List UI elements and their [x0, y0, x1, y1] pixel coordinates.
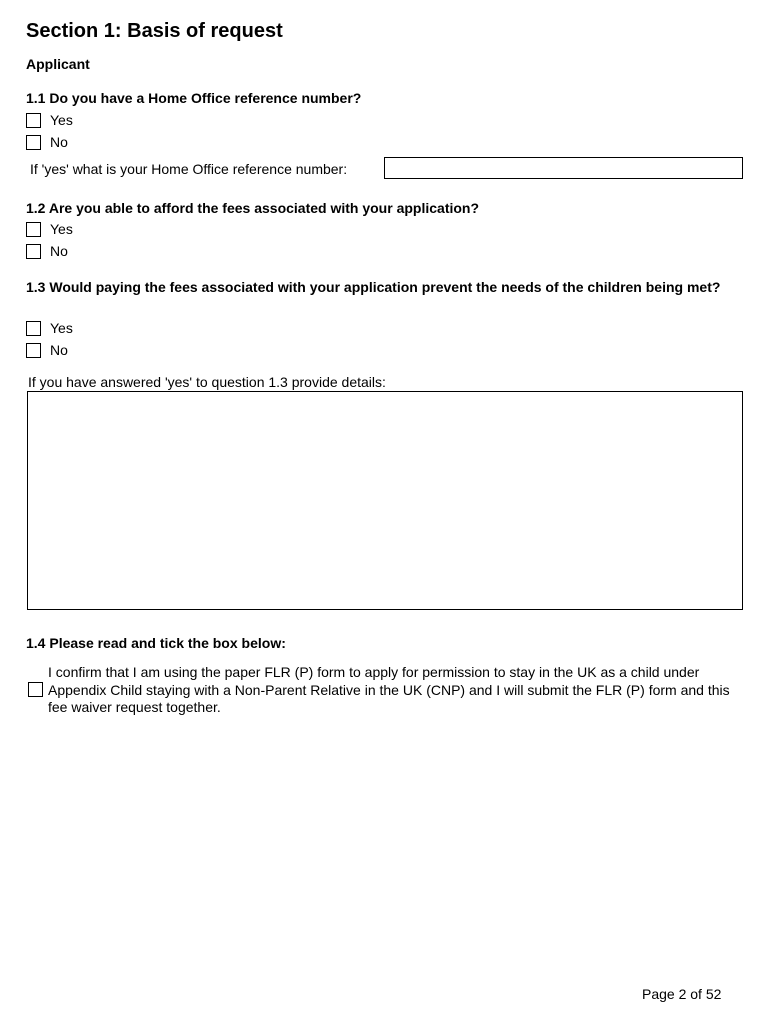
reference-number-input[interactable]: [384, 157, 743, 179]
confirm-checkbox[interactable]: [28, 682, 43, 697]
q3-option-no[interactable]: [26, 342, 68, 358]
q1-no-checkbox[interactable]: [26, 135, 41, 150]
section-title: Section 1: Basis of request: [26, 20, 283, 42]
question-1-3: 1.3 Would paying the fees associated with your application prevent the needs of the children being met?: [26, 279, 721, 295]
q2-option-yes[interactable]: [26, 221, 73, 237]
q1-yes-checkbox[interactable]: [26, 113, 41, 128]
q2-no-checkbox[interactable]: [26, 244, 41, 259]
applicant-subheading: Applicant: [26, 56, 90, 72]
q3-yes-label: Yes: [50, 320, 73, 336]
details-label: If you have answered 'yes' to question 1.3 provide details:: [28, 374, 386, 390]
q2-option-no[interactable]: [26, 243, 68, 259]
page-number: Page 2 of 52: [642, 986, 722, 1002]
reference-number-label: If 'yes' what is your Home Office reference number:: [30, 161, 348, 177]
q1-option-yes[interactable]: [26, 112, 73, 128]
q3-no-label: No: [50, 342, 68, 358]
question-1-2: 1.2 Are you able to afford the fees associated with your application?: [26, 200, 480, 216]
q1-no-label: No: [50, 134, 68, 150]
question-1-1: 1.1 Do you have a Home Office reference number?: [26, 90, 362, 106]
q3-no-checkbox[interactable]: [26, 343, 41, 358]
details-textarea[interactable]: [27, 391, 743, 610]
q2-yes-checkbox[interactable]: [26, 222, 41, 237]
q1-yes-label: Yes: [50, 112, 73, 128]
confirm-statement: I confirm that I am using the paper FLR (P) form to apply for permission to stay in the UK as a child under Appendix Child staying with a Non-Parent Relative in the UK (CNP) and I will submit the FLR (P) form and this fee waiver request together.: [48, 664, 730, 715]
question-1-4: 1.4 Please read and tick the box below:: [26, 635, 286, 651]
q3-option-yes[interactable]: [26, 320, 73, 336]
q2-yes-label: Yes: [50, 221, 73, 237]
q1-option-no[interactable]: [26, 134, 68, 150]
q3-yes-checkbox[interactable]: [26, 321, 41, 336]
q2-no-label: No: [50, 243, 68, 259]
